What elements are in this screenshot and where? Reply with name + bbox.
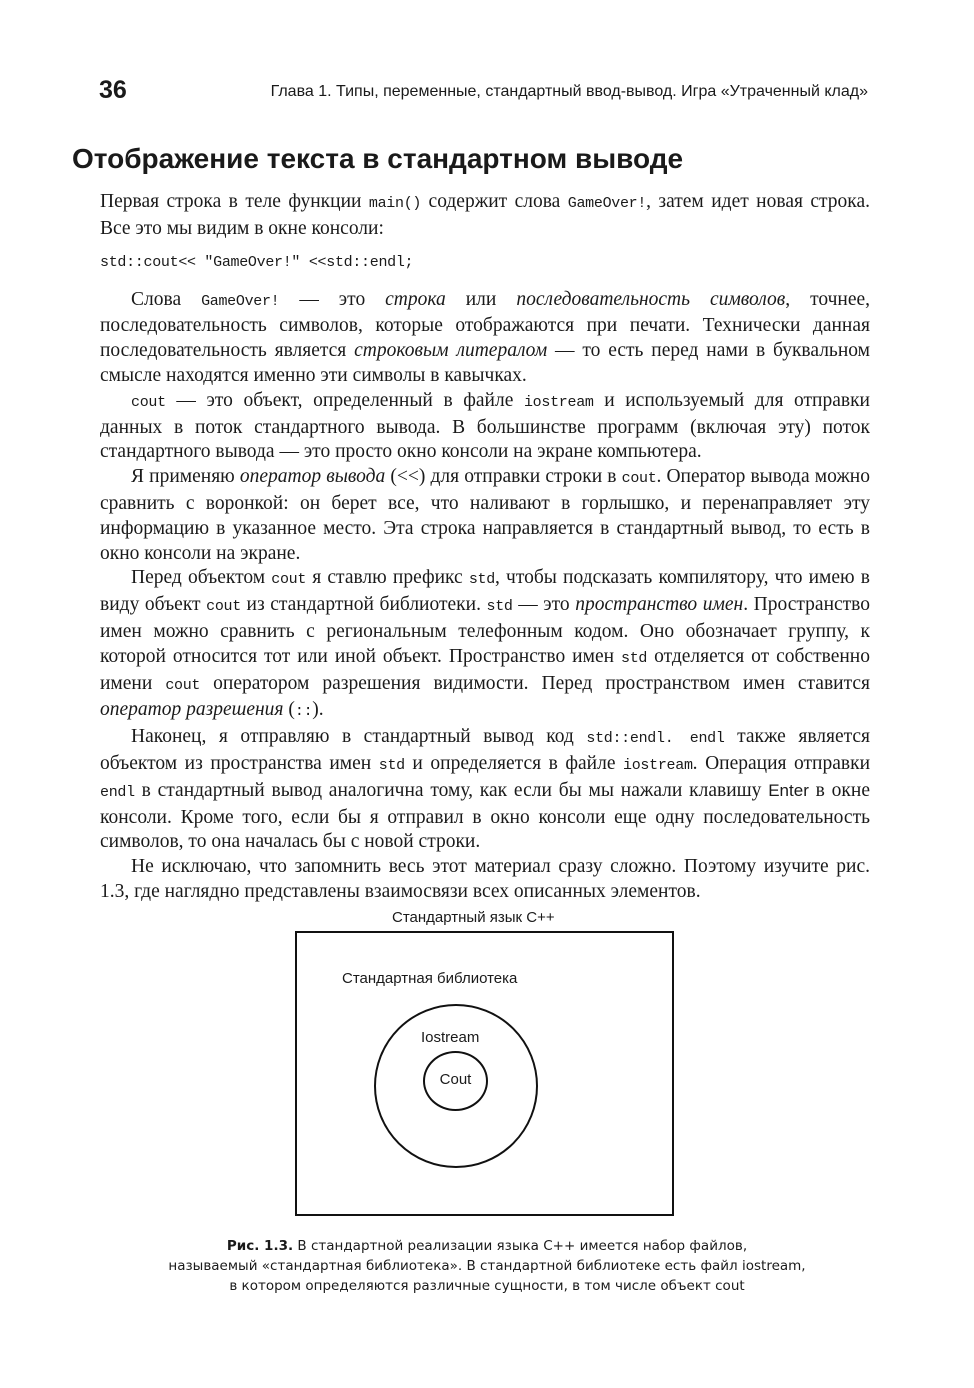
paragraph-2: [100, 288, 870, 389]
text: . Оператор вывода можно сравнить с воронкой: он берет все, что наливают в горлышко, и перенаправляет эту информацию в указанное место. Эта строка направляется в стандартный вывод, то есть в окно консоли на экране.: [100, 466, 870, 564]
text: — это: [512, 594, 576, 616]
code-inline: endl: [100, 783, 135, 801]
code-inline: iostream: [523, 393, 594, 411]
text: содержит слова: [421, 191, 568, 212]
text: и определяется в файле: [404, 752, 624, 774]
text: . Пространство имен можно сравнить с региональным телефонным кодом. Оно обозначает группу, к которой относится тот или иной объект. Пространство имен: [100, 594, 871, 667]
text: Первая строка в теле функции: [100, 191, 369, 212]
term: пространство имен: [575, 594, 744, 616]
text: в окне консоли. Кроме того, если бы я отправил в окно консоли еще одну последовательность символов, то она началась бы с новой строки.: [100, 779, 870, 853]
text: (: [283, 699, 295, 721]
cout-label: Cout: [439, 1071, 472, 1088]
text: .: [664, 730, 690, 748]
text: — то есть перед нами в буквальном смысле находятся именно эти символы в кавычках.: [100, 340, 870, 386]
text: также является объектом из пространства имен: [100, 726, 871, 774]
paragraph-1: [100, 190, 870, 242]
code-inline: cout: [206, 598, 241, 616]
code-inline: std: [468, 571, 495, 589]
code-inline: GameOver!: [201, 292, 280, 310]
text: отделяется от собственно имени: [100, 645, 870, 694]
text: Я применяю: [131, 466, 240, 488]
text: . Операция отправки: [692, 752, 871, 774]
text: — это: [279, 288, 386, 310]
cout-circle: [423, 1051, 488, 1111]
text: — это объект, определенный в файле: [165, 389, 524, 411]
text: Перед объектом: [131, 567, 272, 589]
code-inline: std: [378, 756, 405, 774]
code-inline: cout: [621, 470, 657, 488]
text: Слова: [131, 288, 202, 310]
library-label: Стандартная библиотека: [342, 970, 518, 987]
figure-title: Стандартный язык С++: [392, 909, 555, 926]
term: последовательность символов: [516, 288, 786, 310]
text: (<<) для отправки строки в: [385, 466, 622, 488]
code-inline: cout: [271, 571, 307, 589]
section-title: Отображение текста в стандартном выводе: [72, 143, 684, 174]
text: ).: [312, 699, 324, 721]
term: оператор вывода: [239, 466, 386, 488]
caption-line-1: В стандартной реализации языка С++ имеется набор файлов,: [293, 1238, 748, 1254]
paragraph-3: [100, 389, 870, 465]
body-text: [100, 190, 870, 905]
caption-line-2: называемый «стандартная библиотека». В стандартной библиотеке есть файл iostream,: [168, 1258, 806, 1274]
text: , точнее, последовательность символов, которые отображаются при печати. Технически данная последовательность является: [100, 288, 871, 362]
figure-caption: [120, 1236, 854, 1296]
text: Не исключаю, что запомнить весь этот материал сразу сложно. Поэтому изучите рис. 1.3, где наглядно представлены взаимосвязи всех описанных элементов.: [100, 856, 870, 902]
page-number: 36: [99, 76, 127, 104]
term: строка: [385, 288, 446, 310]
caption-line-3: в котором определяются различные сущности, в том числе объект cout: [229, 1278, 745, 1294]
text: , затем идет новая строка. Все это мы видим в окне консоли:: [100, 191, 871, 239]
term: оператор разрешения: [100, 699, 284, 721]
code-inline: std: [486, 598, 513, 616]
code-inline: endl: [689, 730, 725, 748]
term: строковым литералом: [354, 340, 548, 362]
text: в стандартный вывод аналогична тому, как если бы мы нажали клавишу: [134, 779, 769, 801]
paragraph-4: [100, 465, 870, 566]
caption-label: Рис. 1.3.: [226, 1238, 294, 1254]
code-inline: main(): [368, 195, 422, 212]
paragraph-6: [100, 725, 870, 855]
code-inline: std::endl: [586, 730, 665, 748]
code-inline: ::: [294, 703, 313, 721]
code-inline: cout: [165, 676, 201, 694]
text: оператором разрешения видимости. Перед пространством имен ставится: [200, 672, 870, 694]
code-inline: cout: [131, 393, 166, 411]
text: из стандартной библиотеки.: [240, 594, 487, 616]
code-inline: iostream: [623, 756, 693, 774]
code-inline: std: [621, 649, 648, 667]
code-inline: GameOver!: [567, 195, 647, 212]
running-head: Глава 1. Типы, переменные, стандартный ввод-вывод. Игра «Утраченный клад»: [270, 83, 868, 100]
text: , чтобы подсказать компилятору, что имею в виду объект: [100, 567, 870, 616]
iostream-label: Iostream: [421, 1029, 480, 1046]
text: я ставлю префикс: [306, 567, 469, 589]
code-example: std::cout<< "GameOver!" <<std::endl;: [100, 253, 414, 271]
text: Наконец, я отправляю в стандартный вывод код: [131, 726, 587, 748]
text: и используемый для отправки данных в поток стандартного вывода. В большинстве программ (включая эту) поток стандартного вывода — это просто окно консоли на экране компьютера.: [100, 389, 870, 463]
library-circle: [374, 1004, 538, 1168]
language-box: [295, 931, 674, 1216]
text: или: [445, 288, 517, 310]
paragraph-7: [100, 855, 870, 905]
key-name: Enter: [768, 780, 809, 800]
paragraph-5: [100, 566, 870, 725]
